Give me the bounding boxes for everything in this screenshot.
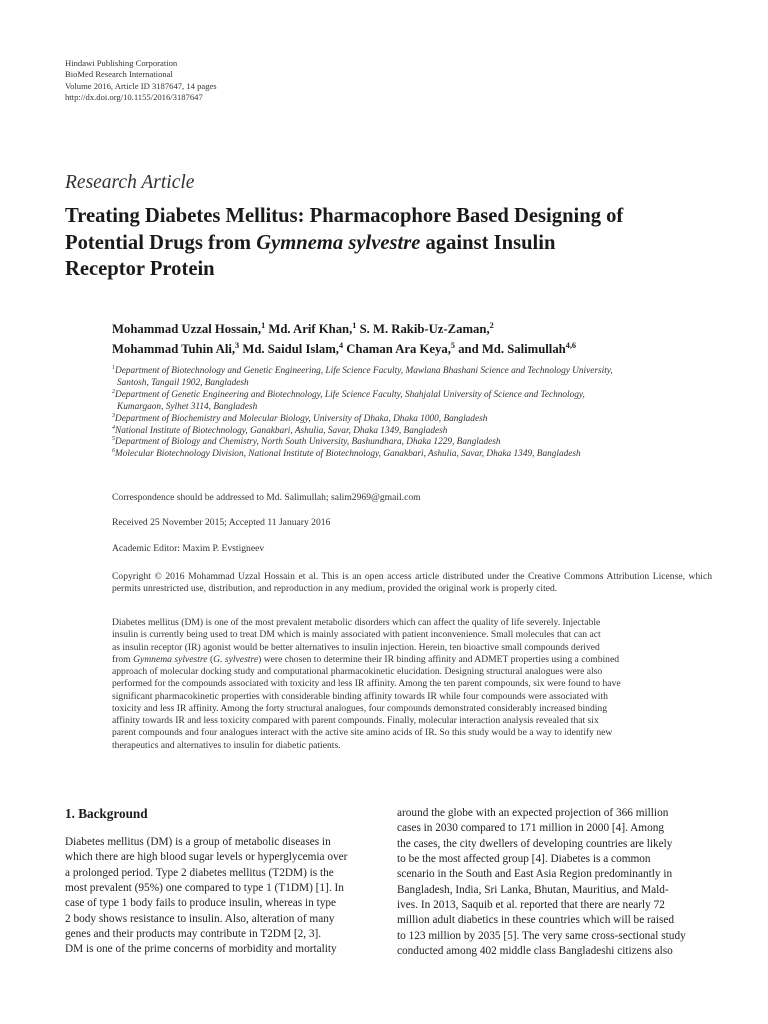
- title-line-1: Treating Diabetes Mellitus: Pharmacophore Based Designing of: [65, 205, 624, 227]
- author-affiliation-mark: 4,6: [565, 340, 577, 350]
- abstract-line: significant pharmacokinetic properties with considerable binding affinity towards IR while four compounds were associated with: [112, 690, 608, 702]
- author-name: Md. Arif Khan,: [268, 322, 353, 336]
- body-line: Bangladesh, India, Sri Lanka, Bhutan, Mauritius, and Mald-: [397, 883, 669, 896]
- affiliation-5: [112, 437, 712, 449]
- abstract-line: parent compounds and four analogues interact with the active site amino acids of IR. So this study would be a way to identify new: [112, 727, 613, 739]
- affiliation-1-continued: Santosh, Tangail 1902, Bangladesh: [117, 377, 249, 388]
- author-affiliation-mark: 5: [450, 340, 456, 350]
- author-line-2: [112, 339, 576, 359]
- copyright-notice: Copyright © 2016 Mohammad Uzzal Hossain et al. This is an open access article distributed under the Creative Commons Attribution License, which permits unrestricted use, distribution, and reproduction in any medium, provided the original work is properly cited.: [112, 571, 712, 595]
- author-name: Mohammad Uzzal Hossain,: [112, 322, 262, 336]
- affiliation-text: Department of Genetic Engineering and Biotechnology, Life Science Faculty, Shahjalal University of Science and Technology,: [115, 389, 585, 400]
- author-affiliation-mark: 1: [352, 320, 357, 330]
- author-name: Chaman Ara Keya,: [346, 342, 451, 356]
- article-type: Research Article: [65, 172, 195, 193]
- author-list: [112, 319, 576, 359]
- author-name: S. M. Rakib-Uz-Zaman,: [359, 322, 490, 336]
- doi-link[interactable]: http://dx.doi.org/10.1155/2016/3187647: [65, 91, 203, 102]
- abstract-line: affinity towards IR and less toxicity compared with parent compounds. Finally, molecular interaction analysis revealed that six: [112, 715, 599, 726]
- body-line: around the globe with an expected projection of 366 million: [397, 807, 669, 819]
- body-line: to 123 million by 2035 [5]. The very same cross-sectional study: [397, 929, 686, 942]
- title-species-name: Gymnema sylvestre: [256, 231, 421, 254]
- abstract: [112, 617, 712, 752]
- title-line-2-start: Potential Drugs from: [65, 231, 257, 254]
- body-line: Diabetes mellitus (DM) is a group of metabolic diseases in: [65, 836, 331, 848]
- author-name: and Md. Salimullah: [458, 342, 566, 356]
- body-column-right: [397, 806, 705, 959]
- body-line: cases in 2030 compared to 171 million in 2000 [4]. Among: [397, 822, 665, 835]
- abstract-text: (: [207, 653, 214, 665]
- abstract-text: from: [112, 653, 134, 665]
- author-name: Md. Saidul Islam,: [242, 342, 339, 356]
- affiliation-text: Department of Biology and Chemistry, North South University, Bashundhara, Dhaka 1229, Bangladesh: [115, 437, 501, 448]
- abstract-species-abbrev: G. sylvestre: [213, 653, 259, 665]
- abstract-line: therapeutics and alternatives to insulin for diabetic patients.: [112, 739, 341, 751]
- abstract-line: toxicity and less IR affinity. Among the forty structural analogues, four compounds demonstrated considerably increased binding: [112, 702, 608, 714]
- title-line-3: Receptor Protein: [65, 258, 215, 280]
- body-line: a prolonged period. Type 2 diabetes mellitus (T2DM) is the: [65, 866, 334, 879]
- abstract-line: performed for the compounds associated with toxicity and less IR affinity. Among the ten parent compounds, six were found to have: [112, 678, 621, 690]
- publication-info: [65, 58, 217, 103]
- author-affiliation-mark: 1: [261, 320, 266, 330]
- body-line: most prevalent (95%) one compared to type 1 (T1DM) [1]. In: [65, 882, 344, 895]
- body-line: the cases, the city dwellers of developing countries are likely: [397, 837, 673, 850]
- abstract-line: approach of molecular docking study and computational pharmacokinetic elucidation. Designing structural analogues were also: [112, 666, 603, 677]
- abstract-text: ) were chosen to determine their IR binding affinity and ADMET properties using a combined: [258, 653, 620, 665]
- affiliation-text: Molecular Biotechnology Division, National Institute of Biotechnology, Ganakbari, Ashulia, Savar, Dhaka 1349, Bangladesh: [115, 449, 581, 460]
- title-line-2: [65, 230, 725, 257]
- publisher-name: Hindawi Publishing Corporation: [65, 58, 178, 68]
- abstract-species-name: Gymnema sylvestre: [133, 653, 208, 665]
- correspondence: Correspondence should be addressed to Md. Salimullah; salim2969@gmail.com: [112, 492, 421, 503]
- abstract-line: as insulin receptor (IR) agonist would be better alternatives to insulin injection. Herein, ten bioactive small compounds derived: [112, 641, 600, 653]
- body-column-left: [65, 835, 373, 958]
- section-heading-background: 1. Background: [65, 806, 148, 821]
- author-affiliation-mark: 4: [338, 340, 344, 350]
- body-line: conducted among 402 middle class Bangladeshi citizens also: [397, 945, 673, 958]
- affiliation-4: [112, 426, 712, 438]
- abstract-line: Diabetes mellitus (DM) is one of the most prevalent metabolic disorders which can affect the quality of life severely. Injectable: [112, 617, 601, 628]
- body-line: 2 body shows resistance to insulin. Also, alteration of many: [65, 912, 335, 925]
- body-line: ives. In 2013, Saquib et al. reported that there are nearly 72: [397, 899, 665, 912]
- body-line: million adult diabetics in these countries which will be raised: [397, 914, 675, 927]
- author-affiliation-mark: 3: [235, 340, 240, 350]
- affiliation-number: 2: [112, 388, 116, 395]
- affiliation-6: [112, 449, 712, 461]
- author-affiliation-mark: 2: [489, 320, 494, 330]
- journal-name: BioMed Research International: [65, 69, 173, 80]
- affiliation-1: [112, 366, 712, 378]
- volume-info: Volume 2016, Article ID 3187647, 14 pages: [65, 80, 217, 91]
- article-title: [65, 203, 725, 283]
- body-line: scenario in the South and East Asia Region predominantly in: [397, 868, 673, 881]
- affiliation-text: National Institute of Biotechnology, Ganakbari, Ashulia, Savar, Dhaka 1349, Bangladesh: [115, 425, 448, 436]
- author-name: Mohammad Tuhin Ali,: [112, 342, 236, 356]
- affiliation-number: 6: [112, 448, 116, 455]
- body-line: which there are high blood sugar levels or hyperglycemia over: [65, 851, 348, 864]
- body-line: genes and their products may contribute in T2DM [2, 3].: [65, 928, 322, 941]
- abstract-line: insulin is currently being used to treat DM which is mainly associated with patient inconvenience. Small molecules that can act: [112, 629, 601, 641]
- submission-dates: Received 25 November 2015; Accepted 11 January 2016: [112, 517, 331, 528]
- affiliation-number: 1: [112, 364, 116, 371]
- affiliation-number: 4: [112, 424, 116, 431]
- affiliation-3: [112, 414, 712, 426]
- body-line: DM is one of the prime concerns of morbidity and mortality: [65, 943, 337, 956]
- affiliation-list: [112, 366, 712, 461]
- body-line: to be the most affected group [4]. Diabetes is a common: [397, 853, 651, 866]
- affiliation-number: 5: [112, 436, 116, 443]
- title-line-2-end: against Insulin: [420, 231, 556, 254]
- abstract-line: [112, 654, 712, 666]
- affiliation-number: 3: [112, 412, 116, 419]
- academic-editor: Academic Editor: Maxim P. Evstigneev: [112, 543, 265, 554]
- affiliation-2: [112, 390, 712, 402]
- affiliation-text: Department of Biotechnology and Genetic Engineering, Life Science Faculty, Mawlana Bhashani Science and Technology University,: [115, 366, 613, 376]
- affiliation-2-continued: Kumargaon, Sylhet 3114, Bangladesh: [117, 401, 258, 412]
- body-line: case of type 1 body fails to produce insulin, whereas in type: [65, 897, 337, 910]
- affiliation-text: Department of Biochemistry and Molecular Biology, University of Dhaka, Dhaka 1000, Bangladesh: [115, 413, 488, 424]
- author-line-1: [112, 319, 576, 339]
